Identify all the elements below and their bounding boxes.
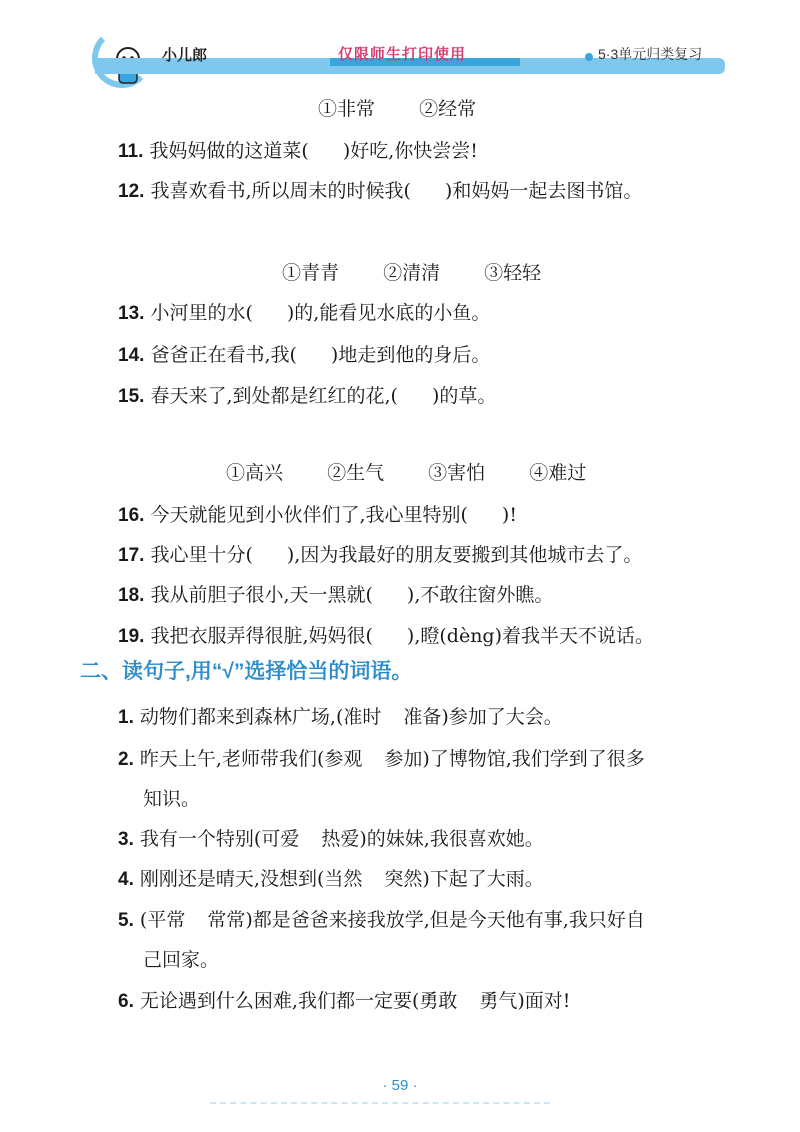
- choice-b[interactable]: 热爱)的妹妹,我很喜欢她。: [321, 828, 544, 850]
- sentence-2-continued: 知识。: [143, 788, 201, 810]
- choice-a[interactable]: 我有一个特别(可爱: [139, 828, 300, 850]
- section-title: 二、读句子,用“√”选择恰当的词语。: [80, 660, 413, 683]
- choice-a[interactable]: 刚刚还是晴天,没想到(当然: [139, 868, 363, 890]
- options-group-2: [282, 258, 579, 285]
- page-header: [0, 0, 800, 95]
- question-15: 15. 春天来了,到处都是红红的花,( )的草。: [118, 385, 497, 407]
- sentence-5-continued: 己回家。: [143, 949, 220, 971]
- question-12: 12. 我喜欢看书,所以周末的时候我( )和妈妈一起去图书馆。: [118, 180, 643, 202]
- option: ①非常: [318, 98, 376, 120]
- question-14: 14. 爸爸正在看书,我( )地走到他的身后。: [118, 344, 491, 366]
- choice-b[interactable]: 常常)都是爸爸来接我放学,但是今天他有事,我只好自: [207, 909, 645, 931]
- choice-b[interactable]: 参加)了博物馆,我们学到了很多: [384, 748, 645, 770]
- print-notice: 仅限师生打印使用: [338, 46, 467, 63]
- choice-b[interactable]: 准备)参加了大会。: [403, 706, 563, 728]
- option: ①高兴: [226, 462, 284, 484]
- choice-a[interactable]: 无论遇到什么困难,我们都一定要(勇敢: [139, 990, 458, 1012]
- sentence-6: 6. 无论遇到什么困难,我们都一定要(勇敢 勇气)面对!: [118, 990, 571, 1012]
- option: ①青青: [282, 262, 340, 284]
- choice-b[interactable]: 勇气)面对!: [479, 990, 571, 1012]
- question-18: 18. 我从前胆子很小,天一黑就( ),不敢往窗外瞧。: [118, 584, 554, 606]
- sentence-3: 3. 我有一个特别(可爱 热爱)的妹妹,我很喜欢她。: [118, 828, 544, 850]
- question-16: 16. 今天就能见到小伙伴们了,我心里特别( )!: [118, 504, 517, 526]
- option: ③轻轻: [484, 262, 542, 284]
- question-11: 11. 我妈妈做的这道菜( )好吃,你快尝尝!: [118, 140, 478, 162]
- sentence-2: 2. 昨天上午,老师带我们(参观 参加)了博物馆,我们学到了很多: [118, 748, 645, 770]
- options-group-1: [318, 94, 514, 121]
- sentence-5: 5. (平常 常常)都是爸爸来接我放学,但是今天他有事,我只好自: [118, 909, 645, 931]
- unit-title: 5·3单元归类复习: [598, 46, 703, 62]
- question-17: 17. 我心里十分( ),因为我最好的朋友要搬到其他城市去了。: [118, 544, 643, 566]
- choice-a[interactable]: (平常: [139, 909, 186, 931]
- options-group-3: [226, 458, 624, 485]
- option: ②经常: [419, 98, 477, 120]
- option: ②清清: [383, 262, 441, 284]
- footer-decoration: [210, 1102, 550, 1110]
- option: ③害怕: [428, 462, 486, 484]
- brand-label: 小儿郎: [162, 47, 208, 64]
- option: ②生气: [327, 462, 385, 484]
- question-19: 19. 我把衣服弄得很脏,妈妈很( ),瞪(dèng)着我半天不说话。: [118, 625, 655, 647]
- sentence-4: 4. 刚刚还是晴天,没想到(当然 突然)下起了大雨。: [118, 868, 544, 890]
- question-13: 13. 小河里的水( )的,能看见水底的小鱼。: [118, 302, 491, 324]
- option: ④难过: [529, 462, 587, 484]
- choice-a[interactable]: 动物们都来到森林广场,(准时: [139, 706, 382, 728]
- sentence-1: 1. 动物们都来到森林广场,(准时 准备)参加了大会。: [118, 706, 563, 728]
- choice-a[interactable]: 昨天上午,老师带我们(参观: [139, 748, 363, 770]
- header-dot: [585, 53, 593, 61]
- choice-b[interactable]: 突然)下起了大雨。: [384, 868, 544, 890]
- page-number: · 59 ·: [382, 1077, 418, 1094]
